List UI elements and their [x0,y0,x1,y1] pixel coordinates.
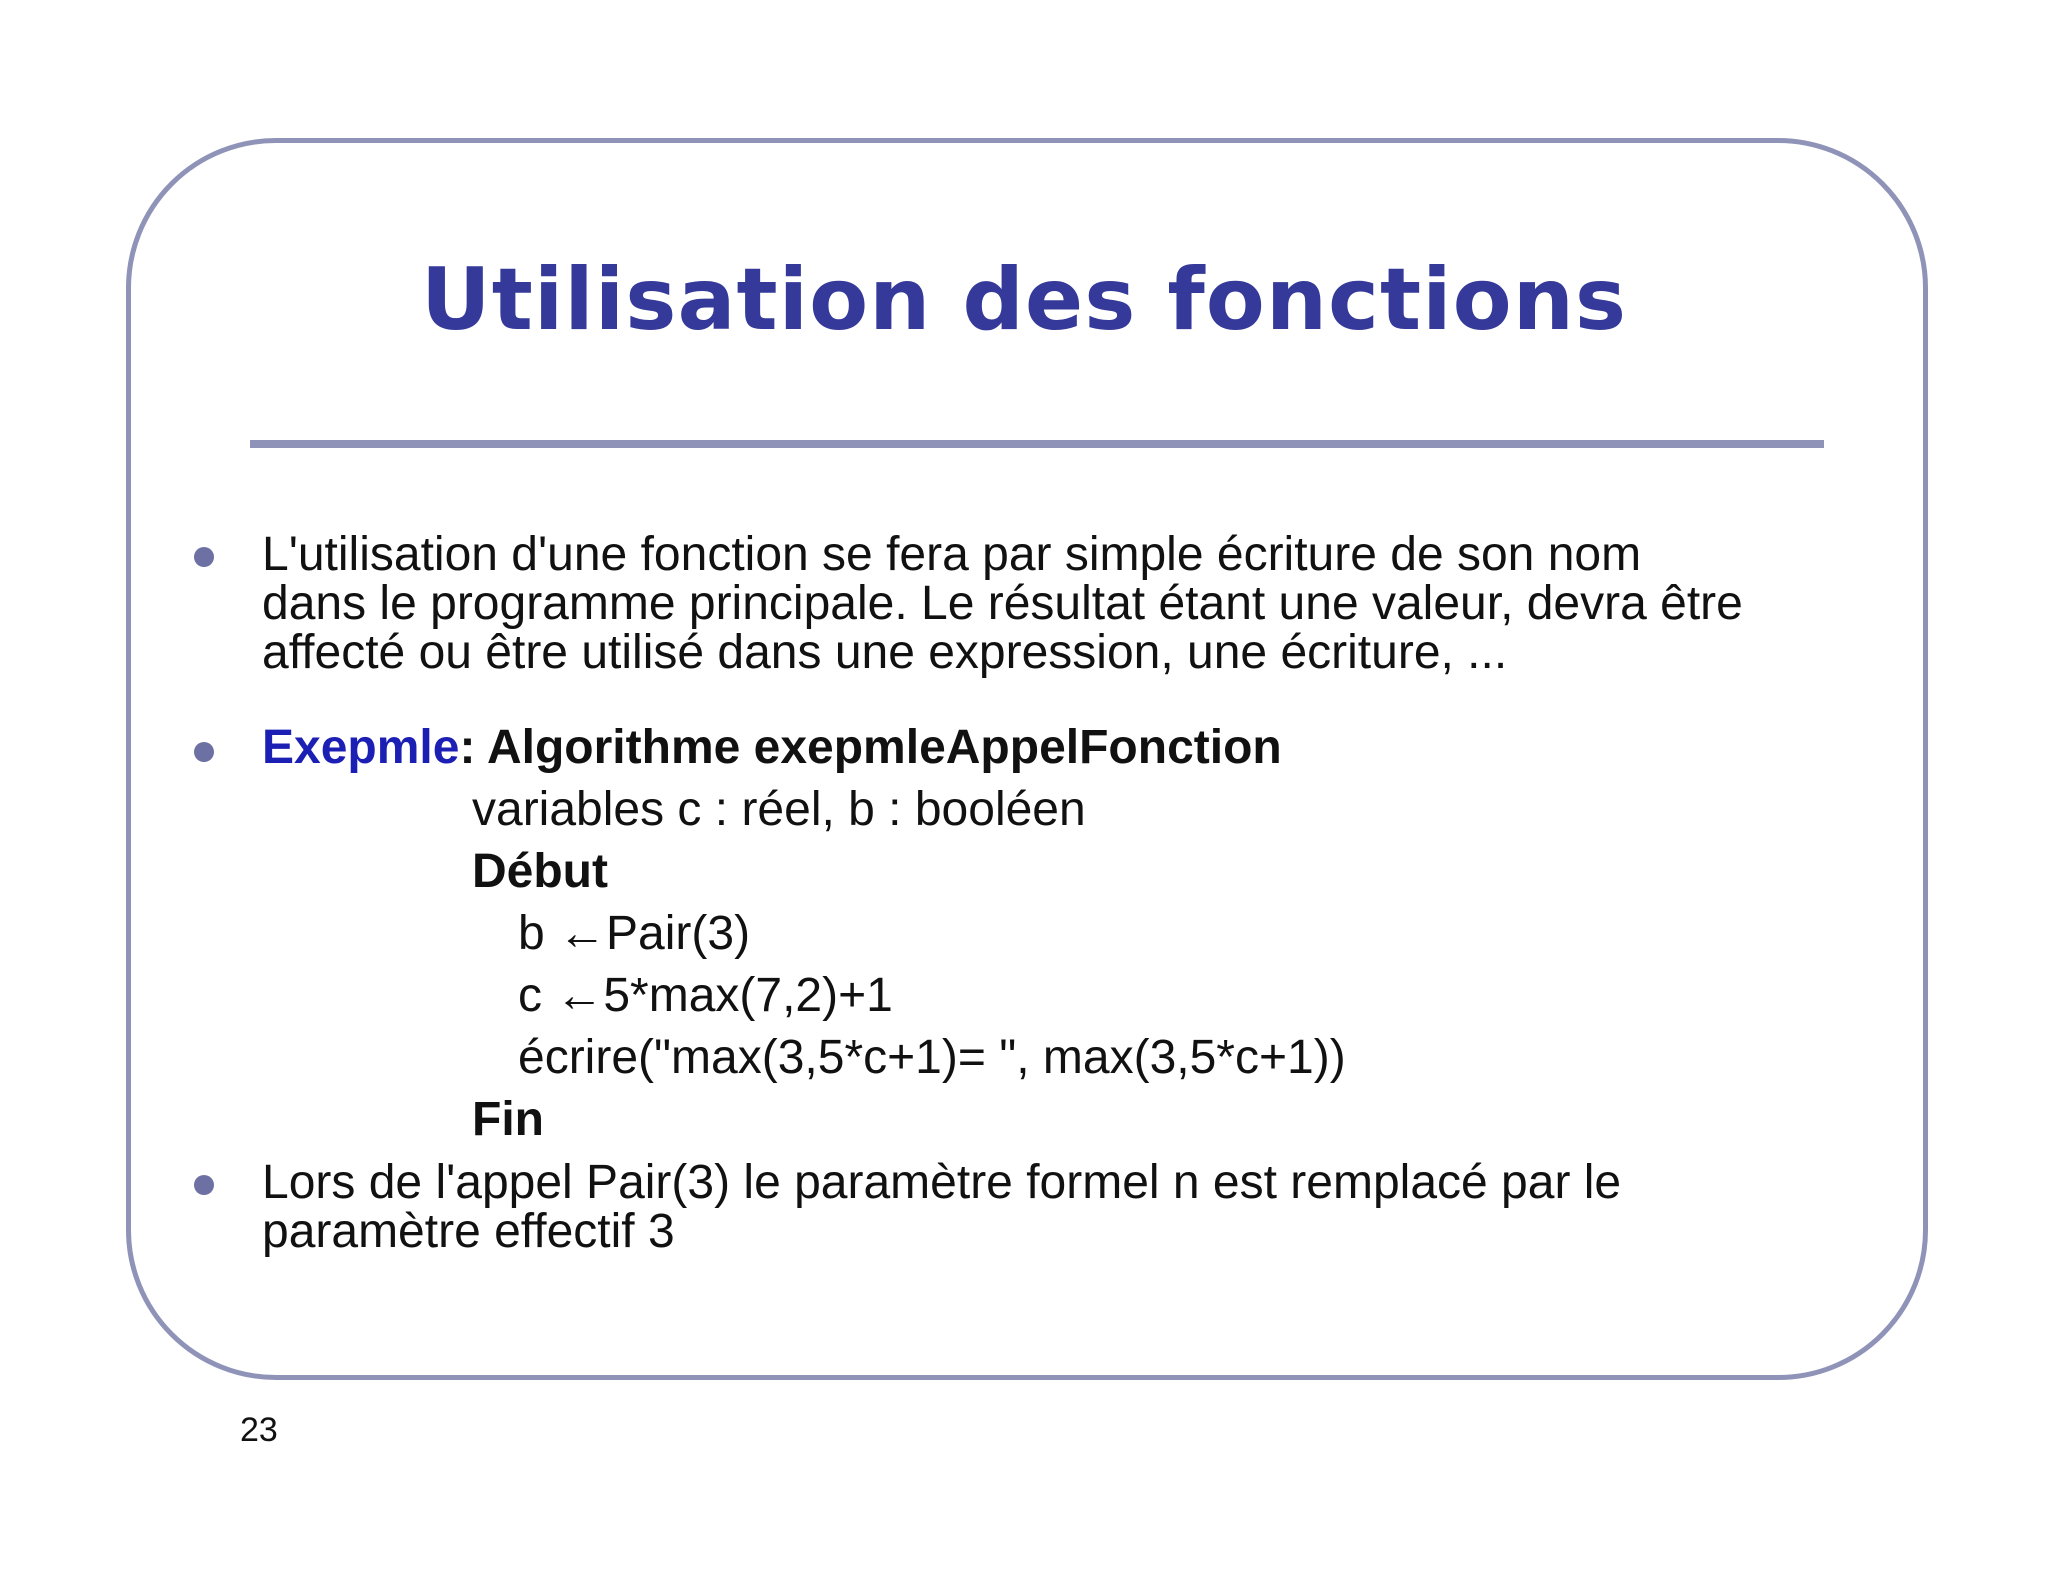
bullet-3-line-1: Lors de l'appel Pair(3) le paramètre formel n est remplacé par le [262,1156,1622,1209]
example-heading [262,723,1282,772]
bullet-3-line-2: paramètre effectif 3 [262,1205,675,1258]
code-line-3: écrire("max(3,5*c+1)= ", max(3,5*c+1)) [518,1031,1346,1084]
bullet-3-dot [194,1175,214,1195]
bullet-1-dot [194,547,214,567]
bullet-2-dot [194,742,214,762]
bullet-1-line-2: dans le programme principale. Le résultat étant une valeur, devra être [262,577,1743,630]
page-number: 23 [240,1411,278,1449]
bullet-1-line-3: affecté ou être utilisé dans une expression, une écriture, ... [262,626,1508,679]
code-variables: variables c : réel, b : booléen [472,783,1086,836]
example-label: Exepmle [262,721,460,774]
code-fin: Fin [472,1093,544,1146]
code-debut: Début [472,845,608,898]
slide-title: Utilisation des fonctions [420,250,1628,350]
code-line-2: c ←5*max(7,2)+1 [518,969,893,1022]
algorithm-title: : Algorithme exepmleAppelFonction [459,721,1282,774]
bullet-1-line-1: L'utilisation d'une fonction se fera par simple écriture de son nom [262,528,1642,581]
title-divider [250,440,1824,448]
code-line-1: b ←Pair(3) [518,907,751,960]
